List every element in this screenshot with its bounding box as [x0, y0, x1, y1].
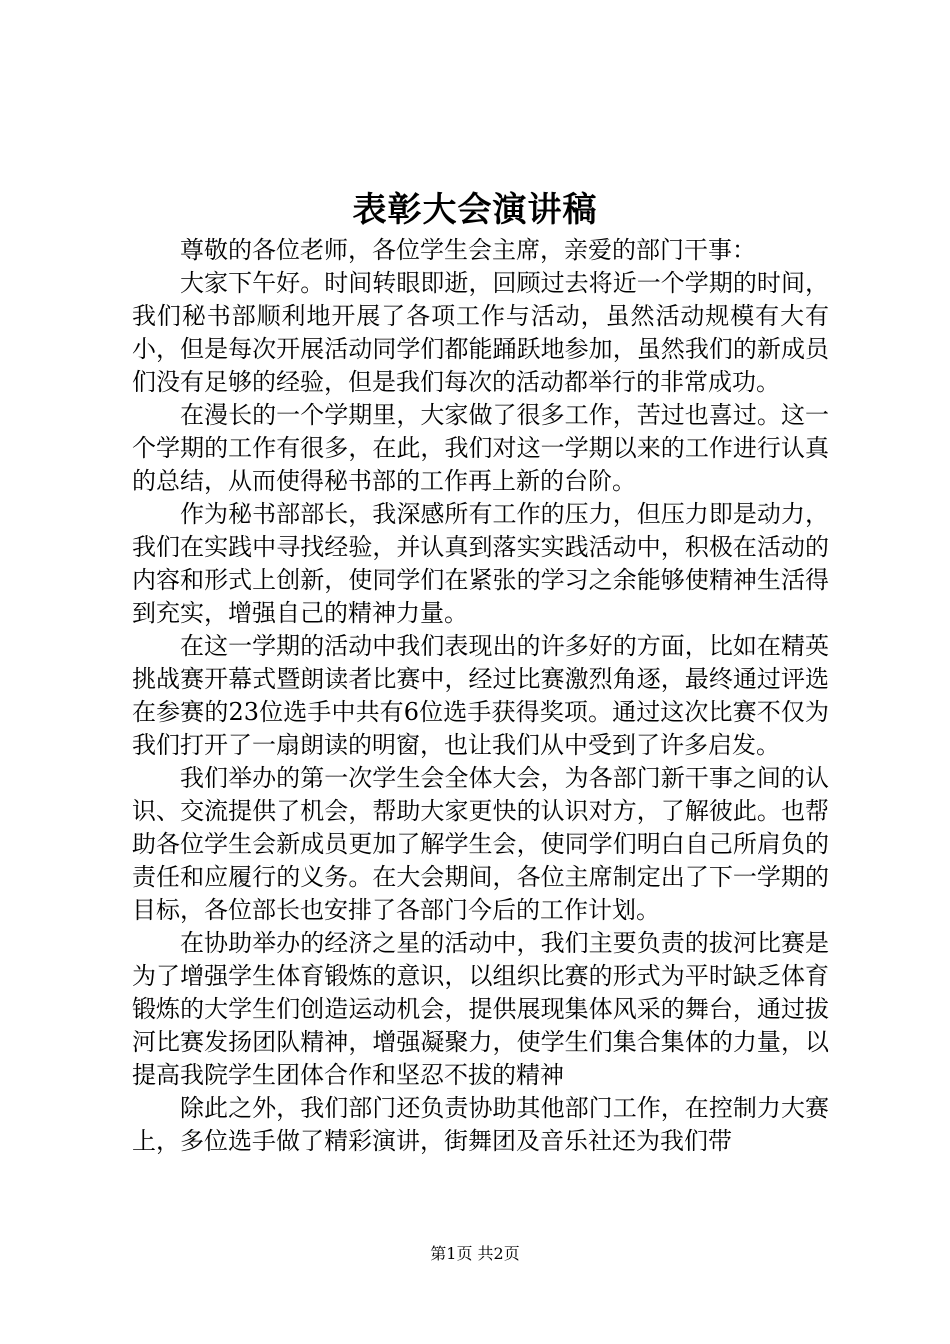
paragraph-tug-of-war: 在协助举办的经济之星的活动中，我们主要负责的拔河比赛是为了增强学生体育锻炼的意识，以组织比赛的形式为平时缺乏体育锻炼的大学生们创造运动机会，提供展现集体风采的舞台，通过拔河比赛发扬团队精神，增强凝聚力，使学生们集合集体的力量，以提高我院学生团体合作和坚忍不拔的精神	[132, 929, 829, 1089]
page-number-footer: 第1页 共2页	[430, 1244, 520, 1263]
paragraph-general-assembly: 我们举办的第一次学生会全体大会，为各部门新干事之间的认识、交流提供了机会，帮助大家更快的认识对方，了解彼此。也帮助各位学生会新成员更加了解学生会，使同学们明白自己所肩负的责任和应履行的义务。在大会期间，各位主席制定出了下一学期的目标，各位部长也安排了各部门今后的工作计划。	[132, 764, 829, 924]
document-body	[132, 234, 829, 1158]
paragraph-other-assistance: 除此之外，我们部门还负责协助其他部门工作，在控制力大赛上，多位选手做了精彩演讲，街舞团及音乐社还为我们带	[132, 1094, 829, 1155]
paragraph-minister-reflection: 作为秘书部部长，我深感所有工作的压力，但压力即是动力，我们在实践中寻找经验，并认真到落实实践活动中，积极在活动的内容和形式上创新，使同学们在紧张的学习之余能够使精神生活得到充实，增强自己的精神力量。	[132, 500, 829, 627]
paragraph-semester-summary: 在漫长的一个学期里，大家做了很多工作，苦过也喜过。这一个学期的工作有很多，在此，我们对这一学期以来的工作进行认真的总结，从而使得秘书部的工作再上新的台阶。	[132, 401, 829, 495]
document-title: 表彰大会演讲稿	[352, 190, 598, 230]
paragraph-reading-contest: 在这一学期的活动中我们表现出的许多好的方面，比如在精英挑战赛开幕式暨朗读者比赛中，经过比赛激烈角逐，最终通过评选在参赛的23位选手中共有6位选手获得奖项。通过这次比赛不仅为我们打开了一扇朗读的明窗，也让我们从中受到了许多启发。	[132, 632, 829, 759]
paragraph-greeting: 大家下午好。时间转眼即逝，回顾过去将近一个学期的时间，我们秘书部顺利地开展了各项工作与活动，虽然活动规模有大有小，但是每次开展活动同学们都能踊跃地参加，虽然我们的新成员们没有足够的经验，但是我们每次的活动都举行的非常成功。	[132, 269, 829, 396]
paragraph-salutation: 尊敬的各位老师，各位学生会主席，亲爱的部门干事：	[180, 236, 756, 264]
